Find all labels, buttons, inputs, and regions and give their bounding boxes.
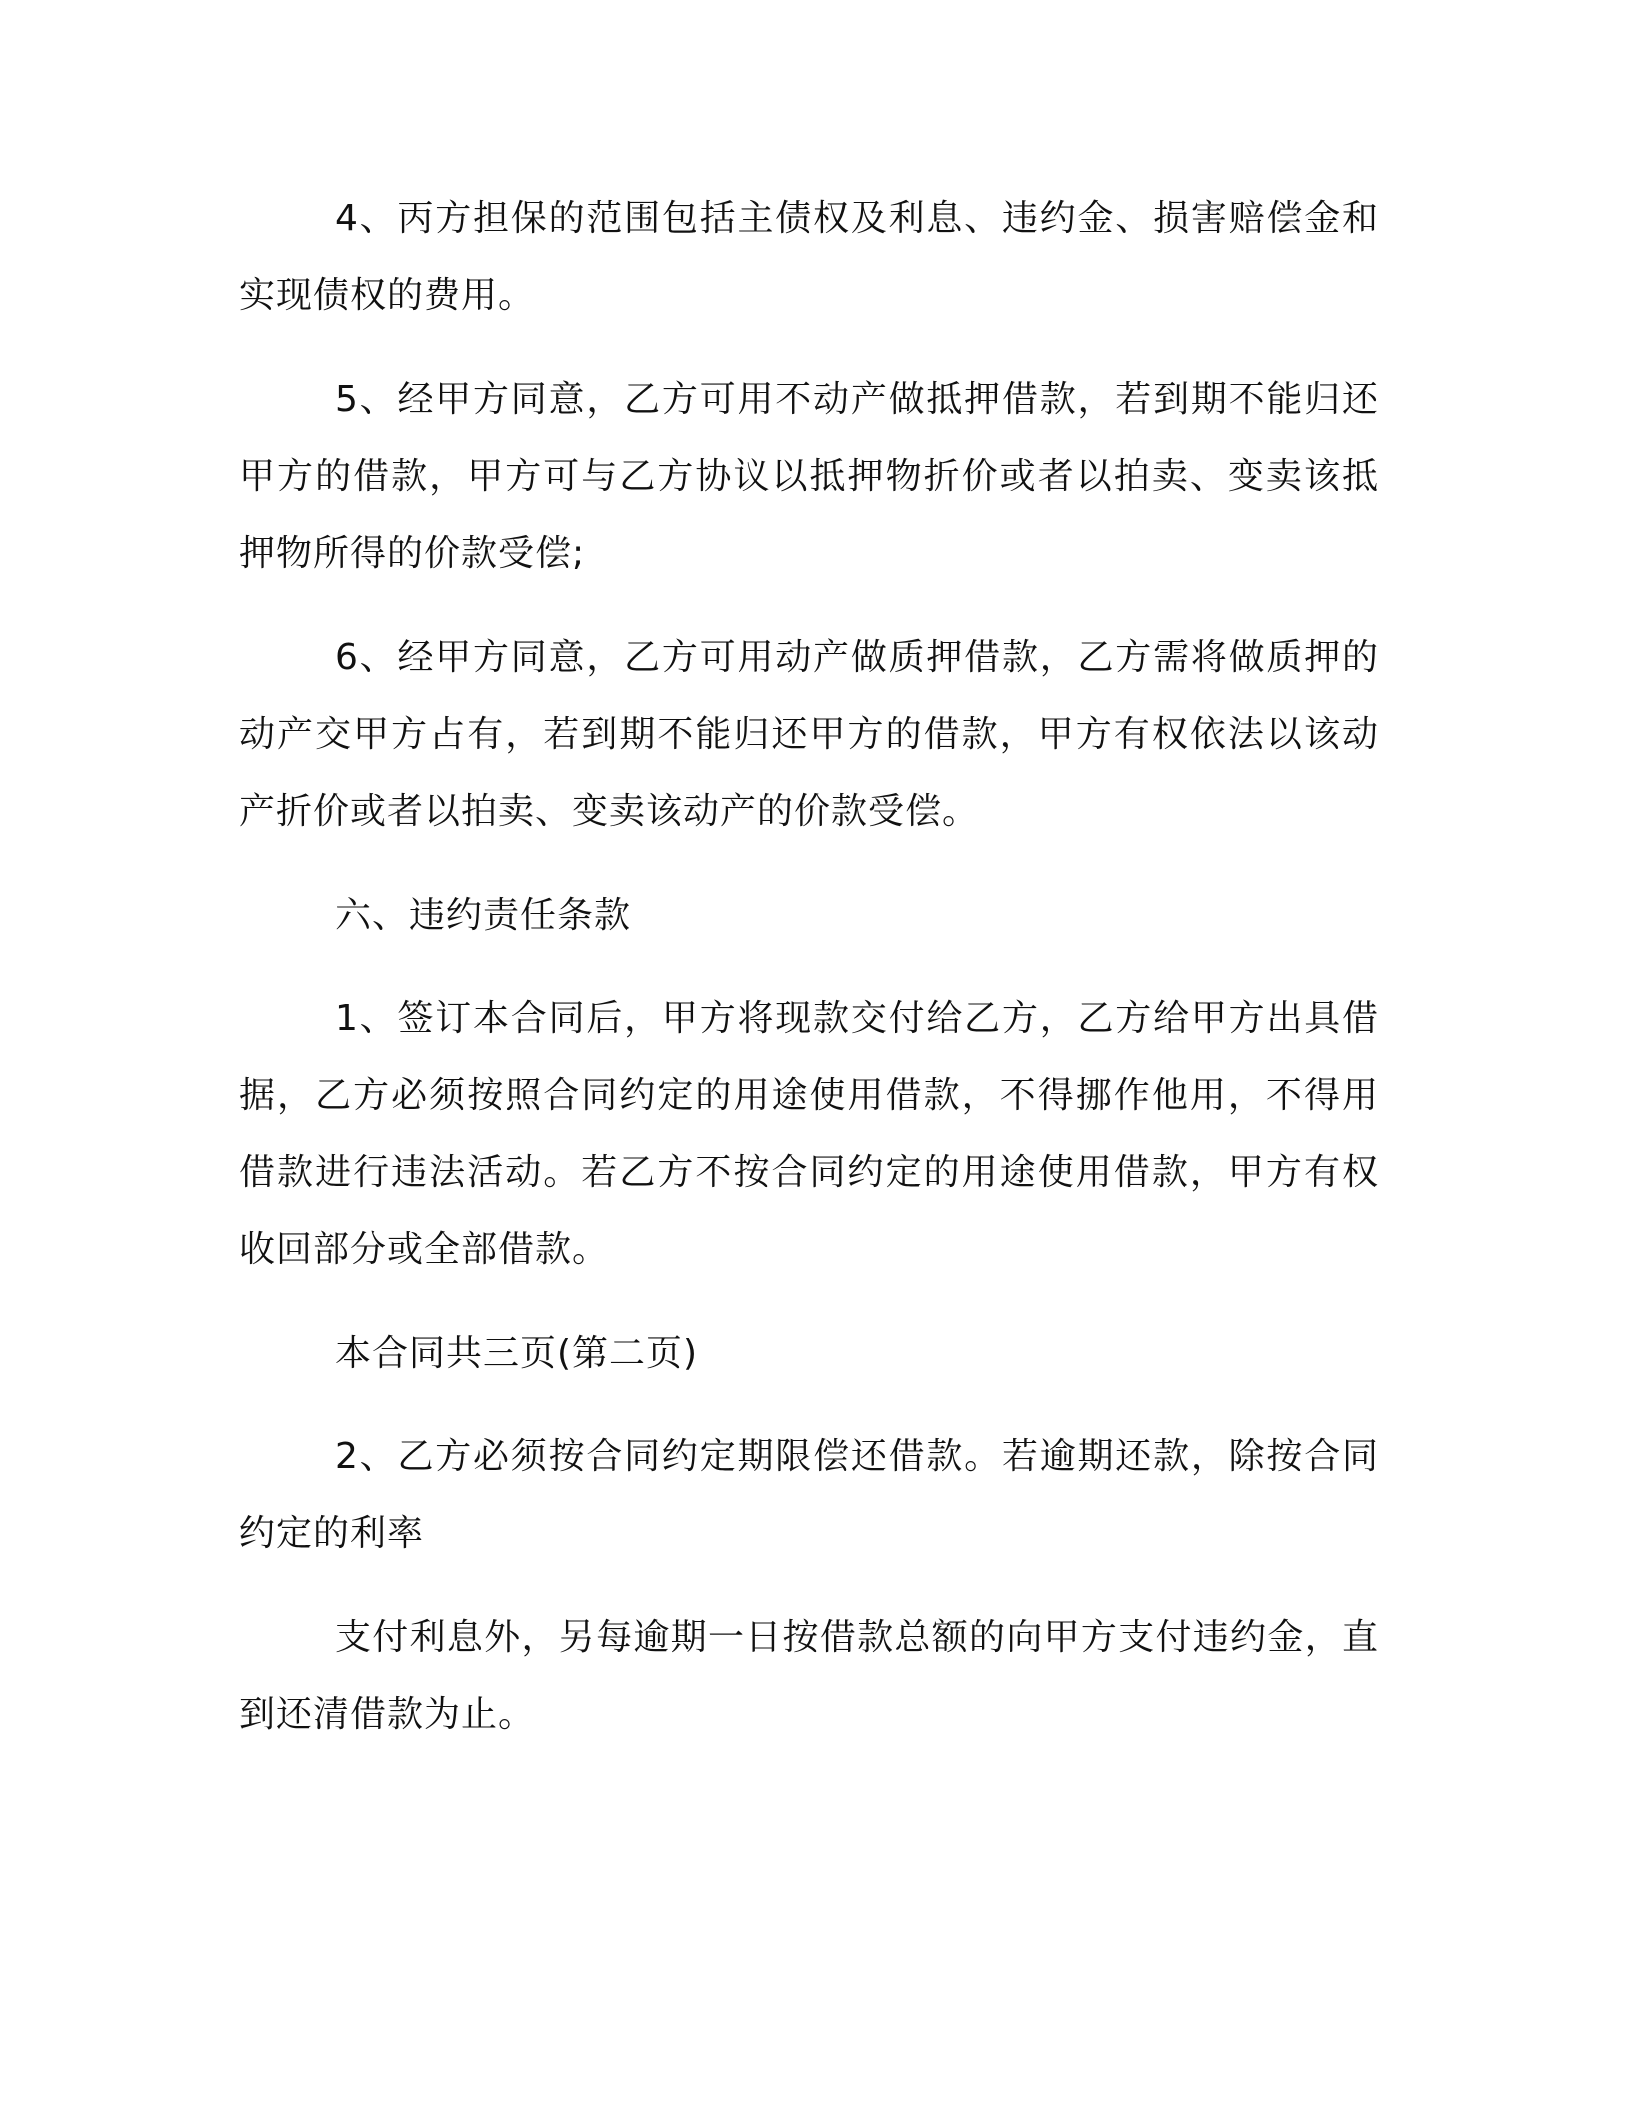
section-heading-breach-liability: 六、违约责任条款	[335, 895, 632, 936]
clause-6-movable-pledge: 6、经甲方同意，乙方可用动产做质押借款，乙方需将做质押的动产交甲方占有，若到期不能归还甲方的借款，甲方有权依法以该动产折价或者以拍卖、变卖该动产的价款受偿。	[239, 637, 1379, 832]
page-indicator: 本合同共三页(第二页)	[335, 1333, 699, 1374]
clause-2-penalty-continuation: 支付利息外，另每逾期一日按借款总额的向甲方支付违约金，直到还清借款为止。	[239, 1617, 1379, 1735]
clause-2-repayment-term: 2、乙方必须按合同约定期限偿还借款。若逾期还款，除按合同约定的利率	[239, 1436, 1379, 1554]
clause-1-loan-usage: 1、签订本合同后，甲方将现款交付给乙方，乙方给甲方出具借据，乙方必须按照合同约定的用途使用借款，不得挪作他用，不得用借款进行违法活动。若乙方不按合同约定的用途使用借款，甲方有权收回部分或全部借款。	[239, 998, 1379, 1270]
clause-5-real-estate-mortgage: 5、经甲方同意，乙方可用不动产做抵押借款，若到期不能归还甲方的借款，甲方可与乙方协议以抵押物折价或者以拍卖、变卖该抵押物所得的价款受偿;	[239, 379, 1379, 574]
clause-4-guarantee-scope: 4、丙方担保的范围包括主债权及利息、违约金、损害赔偿金和实现债权的费用。	[239, 198, 1379, 316]
